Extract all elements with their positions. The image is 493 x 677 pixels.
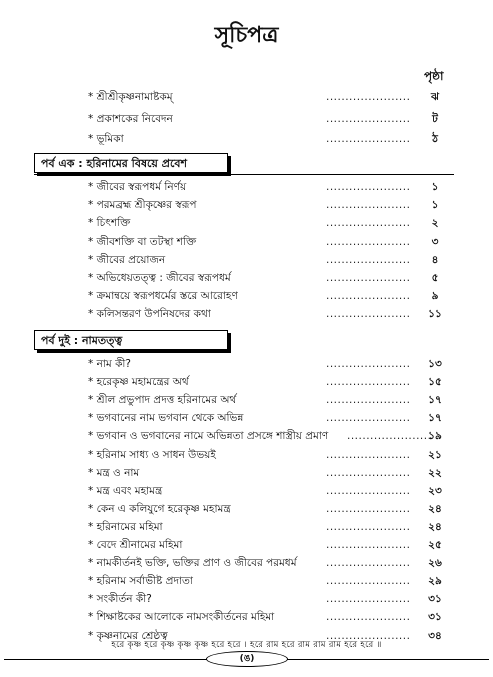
toc-entry-page: ৩৪: [428, 630, 442, 642]
toc-entry: [0, 446, 493, 464]
toc-leader-dots: ......................: [326, 217, 411, 229]
toc-entry: [0, 536, 493, 554]
toc-entry-page: ৩১: [428, 593, 442, 605]
toc-entry-page: ১৫: [428, 376, 442, 388]
toc-entry-label: * ভগবান ও ভগবানের নামে অভিন্নতা প্রসঙ্গে শাস্ত্রীয় প্রমাণ: [88, 430, 329, 442]
toc-entry-page: ৪: [431, 254, 439, 266]
toc-entry-label: * ভগবানের নাম ভগবান থেকে অভিন্ন: [88, 412, 244, 424]
toc-entry-page: ২৫: [428, 539, 442, 551]
footer-mantra: হরে কৃষ্ণ হরে কৃষ্ণ কৃষ্ণ কৃষ্ণ হরে হরে । হরে রাম হরে রাম রাম রাম হরে হরে ॥: [111, 640, 382, 650]
toc-entry-label: * শ্রীশ্রীকৃষ্ণনামাষ্টকম্: [88, 91, 173, 103]
toc-entry-label: * হরিনাম সাধ্য ও সাধন উভয়ই: [88, 449, 216, 461]
toc-entry: [0, 233, 493, 251]
toc-entry: [0, 178, 493, 196]
toc-entry-page: ২১: [428, 449, 442, 461]
toc-leader-dots: ......................: [326, 376, 411, 388]
toc-entry: [0, 88, 493, 106]
toc-entry-label: * হরেকৃষ্ণ মহামন্ত্রের অর্থ: [88, 376, 189, 388]
toc-entry: [0, 110, 493, 128]
toc-entry: [0, 214, 493, 232]
toc-leader-dots: ......................: [326, 575, 411, 587]
toc-leader-dots: ......................: [326, 236, 411, 248]
toc-entry: [0, 572, 493, 590]
toc-entry: [0, 373, 493, 391]
footer-page-number: (ঙ): [206, 651, 288, 667]
toc-entry-page: ২৩: [428, 485, 442, 497]
toc-entry-label: * চিৎশক্তি: [88, 217, 131, 229]
toc-entry-label: * প্রকাশকের নিবেদন: [88, 113, 173, 125]
toc-entry-label: * হরিনাম সর্বাভীষ্ট প্রদাতা: [88, 575, 193, 587]
toc-leader-dots: ......................: [326, 133, 411, 145]
toc-leader-dots: ......................: [326, 113, 411, 125]
toc-entry: [0, 608, 493, 626]
toc-leader-dots: ......................: [326, 593, 411, 605]
toc-entry-label: * জীবের প্রয়োজন: [88, 254, 166, 266]
toc-entry-label: * শিক্ষাষ্টকের আলোকে নামসংকীর্তনের মহিমা: [88, 611, 275, 623]
toc-leader-dots: ......................: [326, 539, 411, 551]
toc-entry: [0, 482, 493, 500]
toc-entry: [0, 269, 493, 287]
toc-entry-label: * ক্রমান্বয়ে স্বরূপধর্মের স্তরে আরোহণ: [88, 290, 238, 302]
toc-entry-page: ১: [431, 199, 439, 211]
toc-entry: [0, 196, 493, 214]
toc-entry-label: * জীবের স্বরূপধর্ম নির্ণয়: [88, 181, 187, 193]
toc-entry-page: ১৯: [428, 430, 442, 442]
toc-entry-label: * মন্ত্র ও নাম: [88, 467, 140, 479]
toc-entry-page: ৯: [431, 290, 439, 302]
toc-entry-label: * নাম কী?: [88, 358, 131, 370]
toc-entry: [0, 427, 493, 445]
toc-entry: [0, 391, 493, 409]
toc-entry-page: ২৪: [428, 503, 442, 515]
toc-entry-label: * কেন এ কলিযুগে হরেকৃষ্ণ মহামন্ত্র: [88, 503, 231, 515]
toc-entry-page: ১৩: [428, 358, 442, 370]
toc-entry-page: ট: [432, 113, 438, 125]
toc-entry-label: * হরিনামের মহিমা: [88, 521, 163, 533]
page-column-heading: পৃষ্ঠা: [424, 69, 444, 83]
toc-leader-dots: ......................: [326, 449, 411, 461]
toc-entry: [0, 305, 493, 323]
toc-entry-page: ১১: [428, 308, 442, 320]
toc-entry-label: * শ্রীল প্রভুপাদ প্রদত্ত হরিনামের অর্থ: [88, 394, 237, 406]
toc-entry-page: ৩: [431, 236, 439, 248]
toc-entry-page: ১: [431, 181, 439, 193]
toc-entry-label: * ভূমিকা: [88, 133, 124, 145]
toc-leader-dots: ......................: [326, 290, 411, 302]
toc-entry: [0, 251, 493, 269]
toc-entry: [0, 518, 493, 536]
part-heading-box: পর্ব এক : হরিনামের বিষয়ে প্রবেশ: [34, 153, 228, 173]
toc-leader-dots: ......................: [326, 394, 411, 406]
toc-entry-label: * কলিসন্তরণ উপনিষদের কথা: [88, 308, 211, 320]
toc-entry: [0, 130, 493, 148]
toc-leader-dots: ......................: [326, 272, 411, 284]
toc-entry: [0, 355, 493, 373]
part-heading-rule: [34, 174, 454, 175]
toc-entry-page: ২৯: [428, 575, 442, 587]
toc-entry-page: ৩১: [428, 611, 442, 623]
toc-entry-page: ১৭: [428, 394, 442, 406]
toc-entry-label: * পরমব্রহ্ম শ্রীকৃষ্ণের স্বরূপ: [88, 199, 197, 211]
toc-entry-page: ২: [431, 217, 439, 229]
toc-leader-dots: ......................: [326, 91, 411, 103]
toc-leader-dots: ......................: [326, 503, 411, 515]
toc-entry: [0, 409, 493, 427]
toc-entry-label: * মন্ত্র এবং মহামন্ত্র: [88, 485, 163, 497]
toc-entry-label: * জীবশক্তি বা তটস্থা শক্তি: [88, 236, 197, 248]
toc-leader-dots: ......................: [326, 199, 411, 211]
toc-leader-dots: ......................: [326, 485, 411, 497]
toc-leader-dots: ......................: [326, 557, 411, 569]
page-title: সূচিপত্র: [214, 22, 279, 48]
toc-leader-dots: ......................: [326, 358, 411, 370]
toc-entry: [0, 590, 493, 608]
toc-leader-dots: ......................: [326, 308, 411, 320]
toc-entry-page: ঝ: [431, 91, 439, 103]
toc-leader-dots: ......................: [326, 521, 411, 533]
toc-entry-page: ২২: [428, 467, 442, 479]
toc-entry-label: * নামকীর্তনই ভক্তি, ভক্তির প্রাণ ও জীবের পরমধর্ম: [88, 557, 297, 569]
toc-leader-dots: ......................: [326, 181, 411, 193]
toc-entry-page: ১৭: [428, 412, 442, 424]
toc-leader-dots: ......................: [347, 430, 432, 442]
toc-leader-dots: ......................: [326, 611, 411, 623]
toc-leader-dots: ......................: [326, 630, 411, 642]
toc-entry-label: * অভিধেয়তত্ত্ব : জীবের স্বরূপধর্ম: [88, 272, 231, 284]
part-heading-box: পর্ব দুই : নামতত্ত্ব: [34, 330, 228, 350]
toc-entry-label: * কৃষ্ণনামের শ্রেষ্ঠত্ব: [88, 630, 168, 642]
toc-entry-page: ২৬: [428, 557, 442, 569]
toc-entry-page: ঠ: [432, 133, 438, 145]
toc-leader-dots: ......................: [326, 254, 411, 266]
toc-leader-dots: ......................: [326, 467, 411, 479]
toc-entry: [0, 554, 493, 572]
toc-entry: [0, 464, 493, 482]
toc-entry-label: * সংকীর্তন কী?: [88, 593, 152, 605]
toc-entry-page: ২৪: [428, 521, 442, 533]
toc-leader-dots: ......................: [326, 412, 411, 424]
toc-entry: [0, 287, 493, 305]
toc-entry: [0, 500, 493, 518]
toc-entry-label: * বেদে শ্রীনামের মহিমা: [88, 539, 183, 551]
toc-entry-page: ৫: [431, 272, 439, 284]
